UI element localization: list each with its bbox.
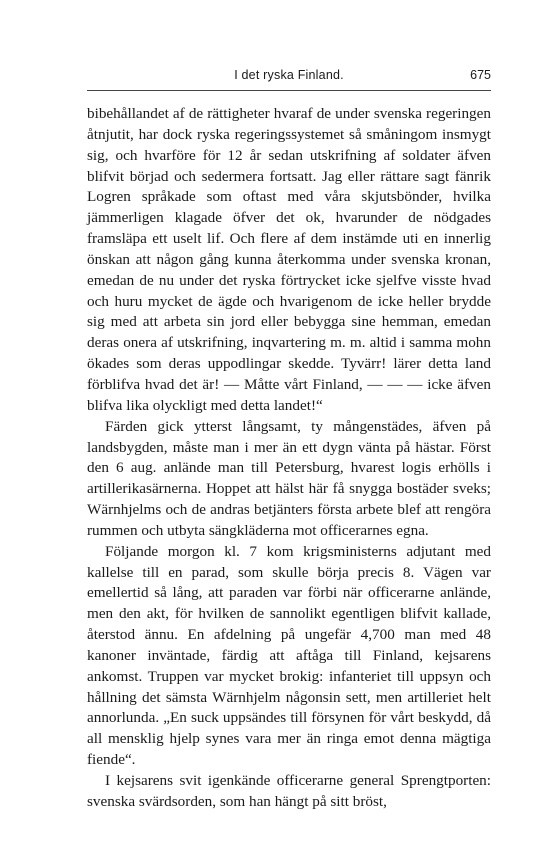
running-title: I det ryska Finland. [234, 68, 344, 82]
body-text [87, 104, 491, 813]
header-rule [87, 90, 491, 91]
paragraph-2: Färden gick ytterst långsamt, ty mångenstädes, äfven på landsbygden, måste man i mer än ett dygn vänta på hästar. Först den 6 aug. anlände man till Petersburg, hvarest logis erhölls i artillerikasärnerna. Hoppet att hälst här få snygga bostäder sveks; Wärnhjelms och de andras betjänters första arbete blef att rengöra rummen och utbyta sängkläderna mot officerarnes egna. [87, 417, 491, 539]
running-head [87, 68, 491, 88]
paragraph-3: Följande morgon kl. 7 kom krigsministerns adjutant med kallelse till en parad, som skulle börja precis 8. Vägen var emellertid så lång, att paraden var förbi när officerarne anlände, men den akt, för hvilken de sannolikt egentligen blifvit kallade, återstod ännu. En afdelning på ungefär 4,700 man med 48 kanoner inväntade, färdig att aftåga till Finland, kejsarens ankomst. Truppen var mycket brokig: infanteriet till uppsyn och hållning det sämsta Wärnhjelm någonsin sett, men artilleriet helt annorlunda. „En suck uppsändes till försynen för vårt beskydd, då all mensklig hjelp synes vara mer än ringa emot denna mägtiga fiende“. [87, 542, 491, 769]
paragraph-4: I kejsarens svit igenkände officerarne general Sprengtporten: svenska svärdsorden, som han hängt på sitt bröst, [87, 772, 491, 810]
page-number: 675 [470, 68, 491, 82]
paragraph-1: bibehållandet af de rättigheter hvaraf de under svenska regeringen åtnjutit, har dock ryska regeringssystemet så småningom insmygt sig, och hvarföre för 12 år sedan utskrifning af soldater äfven blifvit börjad och sedermera fortsatt. Jag eller rättare sagt fänrik Logren språkade som oftast med våra skjutsbönder, hvilka jämmerligen klagade öfver det ok, hvarunder de nödgades framsläpa ett uselt lif. Och flere af dem instämde uti en innerlig önskan att någon gång kunna återkomma under svenska kronan, emedan de nu under det ryska förtrycket icke sjelfve visste hvad och huru mycket de ägde och hvarigenom de icke heller brydde sig med att arbeta sin jord eller bebygga sine hemman, emedan deras onera af utskrifning, inqvartering m. m. altid i samma mohn ökades som deras uppodlingar skedde. Tyvärr! lärer detta land förblifva hvad det är! — Måtte vårt Finland, — — — icke äfven blifva lika olyckligt med detta landet!“ [87, 105, 491, 414]
